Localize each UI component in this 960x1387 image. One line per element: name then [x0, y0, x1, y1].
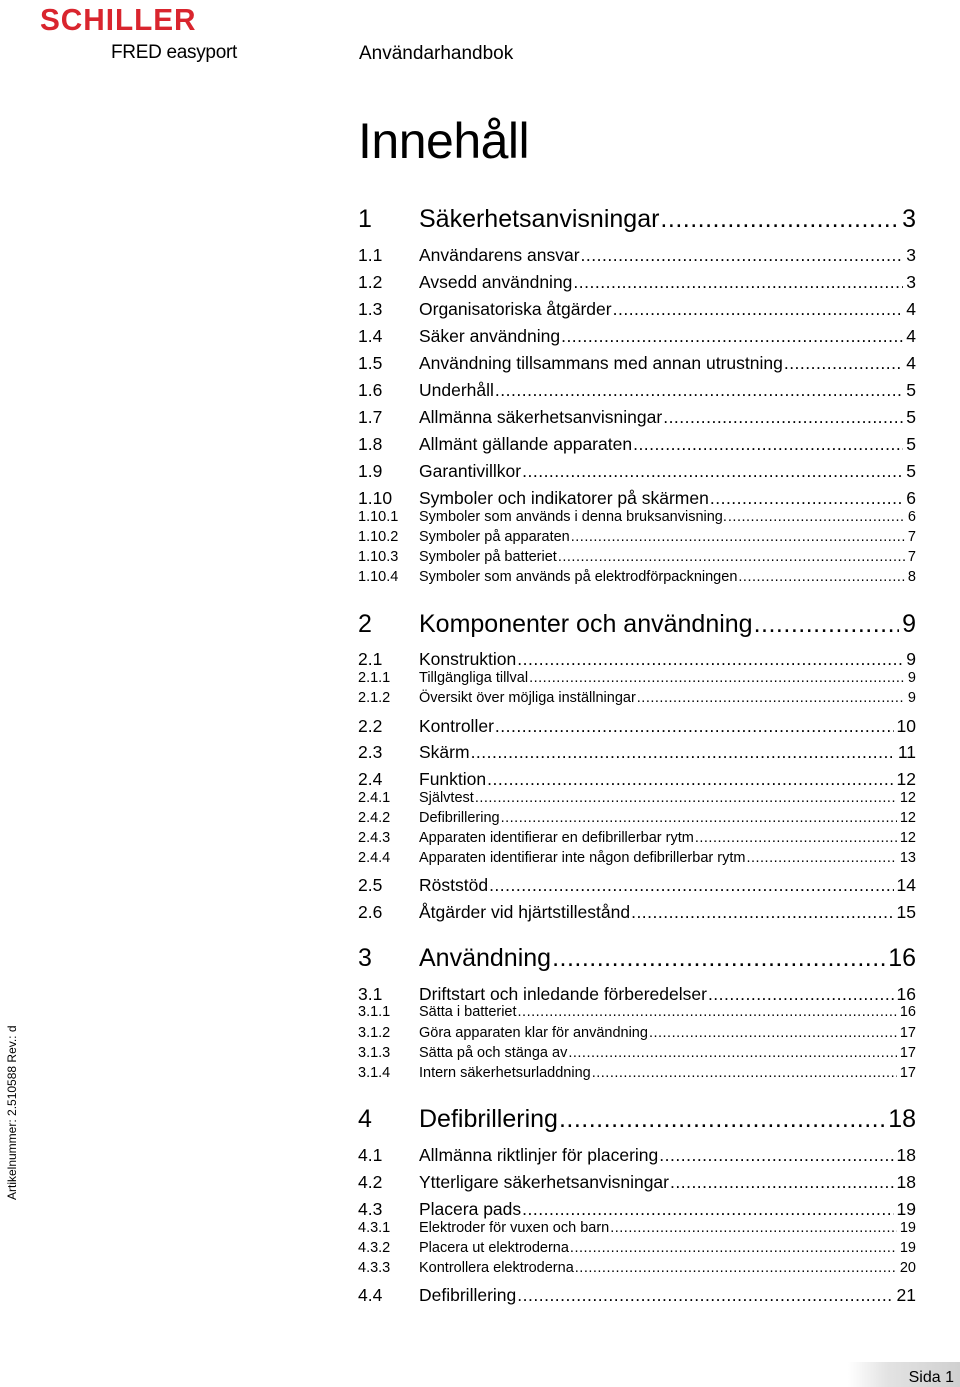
toc-dot-leader	[695, 830, 897, 846]
toc-entry-level3[interactable]	[358, 549, 916, 565]
page-title: Innehåll	[358, 113, 530, 169]
toc-entry-title: Användarens ansvar	[419, 245, 580, 265]
toc-dot-leader	[659, 1145, 893, 1166]
toc-entry-level3[interactable]	[358, 1240, 916, 1256]
toc-entry-level2[interactable]	[358, 461, 916, 482]
toc-dot-leader	[487, 769, 893, 790]
toc-entry-level2[interactable]	[358, 380, 916, 401]
toc-entry-number: 1.4	[358, 326, 383, 346]
toc-dot-leader	[559, 1105, 885, 1134]
toc-entry-title: Placera pads	[419, 1199, 522, 1219]
toc-entry-title: Ytterligare säkerhetsanvisningar	[419, 1172, 669, 1192]
toc-dot-leader	[754, 610, 900, 639]
toc-entry-number: 1.10	[358, 488, 393, 508]
toc-dot-leader	[592, 1065, 897, 1081]
toc-entry-title: Säker användning	[419, 326, 561, 346]
toc-entry-title: Kontroller	[419, 716, 494, 736]
toc-dot-leader	[746, 850, 896, 866]
toc-entry-level3[interactable]	[358, 1260, 916, 1276]
toc-entry-title: Symboler på apparaten	[419, 529, 570, 545]
toc-dot-leader	[581, 245, 904, 266]
toc-entry-number: 1.7	[358, 407, 383, 427]
toc-entry-title: Avsedd användning	[419, 272, 573, 292]
toc-dot-leader	[471, 742, 895, 763]
toc-entry-level2[interactable]	[358, 326, 916, 347]
toc-entry-number: 3.1	[358, 984, 383, 1004]
toc-entry-title: Skärm	[419, 742, 470, 762]
toc-entry-page: 17	[899, 1065, 916, 1081]
toc-entry-level3[interactable]	[358, 529, 916, 545]
toc-dot-leader	[568, 1045, 897, 1061]
toc-entry-page: 18	[896, 1172, 916, 1192]
toc-entry-number: 2.4	[358, 769, 383, 789]
toc-entry-title: Åtgärder vid hjärtstillestånd	[419, 902, 631, 922]
toc-entry-level3[interactable]	[358, 1004, 916, 1020]
toc-entry-number: 2.6	[358, 902, 383, 922]
toc-entry-number: 2.3	[358, 742, 383, 762]
toc-entry-number: 4.3.1	[358, 1220, 391, 1236]
toc-entry-number: 3.1.1	[358, 1004, 391, 1020]
toc-entry-level3[interactable]	[358, 1045, 916, 1061]
toc-entry-number: 1.8	[358, 434, 383, 454]
toc-entry-page: 11	[897, 742, 916, 762]
toc-dot-leader	[637, 690, 905, 706]
toc-entry-level3[interactable]	[358, 790, 916, 806]
toc-entry-title: Defibrillering	[419, 1105, 558, 1133]
toc-entry-title: Symboler och indikatorer på skärmen	[419, 488, 709, 508]
toc-dot-leader	[529, 670, 905, 686]
toc-entry-title: Göra apparaten klar för användning	[419, 1025, 648, 1041]
toc-entry-page: 5	[906, 407, 916, 427]
toc-entry-level1[interactable]	[358, 944, 916, 973]
toc-dot-leader	[570, 1240, 897, 1256]
brand-logo: SCHILLER	[40, 2, 197, 37]
toc-entry-number: 1.2	[358, 272, 383, 292]
toc-entry-page: 6	[906, 488, 916, 508]
toc-entry-title: Komponenter och användning	[419, 610, 753, 638]
toc-entry-page: 12	[899, 810, 916, 826]
toc-dot-leader	[571, 529, 905, 545]
toc-entry-page: 21	[896, 1285, 916, 1305]
toc-entry-number: 1	[358, 205, 372, 233]
toc-entry-level1[interactable]	[358, 610, 916, 639]
toc-entry-number: 3.1.3	[358, 1045, 391, 1061]
toc-entry-number: 4.4	[358, 1285, 383, 1305]
toc-entry-level2[interactable]	[358, 984, 916, 1005]
toc-entry-level2[interactable]	[358, 434, 916, 455]
toc-dot-leader	[670, 1172, 894, 1193]
toc-entry-level2[interactable]	[358, 245, 916, 266]
toc-entry-title: Symboler som används på elektrodförpackningen	[419, 569, 738, 585]
toc-dot-leader	[573, 272, 903, 293]
toc-entry-title: Sätta i batteriet	[419, 1004, 517, 1020]
toc-entry-title: Defibrillering	[419, 810, 500, 826]
toc-entry-page: 14	[896, 875, 916, 895]
toc-dot-leader	[475, 790, 897, 806]
toc-entry-page: 8	[907, 569, 916, 585]
toc-entry-title: Underhåll	[419, 380, 494, 400]
toc-entry-title: Elektroder för vuxen och barn	[419, 1220, 610, 1236]
toc-entry-number: 4.1	[358, 1145, 383, 1165]
toc-entry-number: 1.1	[358, 245, 383, 265]
toc-entry-number: 2.1	[358, 649, 383, 669]
toc-entry-title: Användning tillsammans med annan utrustning	[419, 353, 783, 373]
toc-entry-level2[interactable]	[358, 299, 916, 320]
toc-entry-level3[interactable]	[358, 1065, 916, 1081]
toc-entry-title: Organisatoriska åtgärder	[419, 299, 612, 319]
toc-entry-level2[interactable]	[358, 272, 916, 293]
toc-entry-page: 10	[896, 716, 916, 736]
toc-entry-level2[interactable]	[358, 742, 916, 763]
toc-entry-page: 12	[896, 769, 916, 789]
toc-entry-page: 5	[906, 434, 916, 454]
toc-entry-level2[interactable]	[358, 1145, 916, 1166]
toc-entry-title: Röststöd	[419, 875, 489, 895]
toc-entry-number: 2.1.2	[358, 690, 391, 706]
toc-entry-number: 1.9	[358, 461, 383, 481]
toc-entry-page: 9	[907, 670, 916, 686]
toc-dot-leader	[495, 716, 894, 737]
toc-entry-title: Användning	[419, 944, 552, 972]
toc-entry-page: 16	[896, 984, 916, 1004]
toc-entry-number: 1.10.2	[358, 529, 399, 545]
toc-entry-level2[interactable]	[358, 407, 916, 428]
product-name: FRED easyport	[111, 42, 237, 63]
toc-entry-level2[interactable]	[358, 716, 916, 737]
toc-entry-title: Symboler som används i denna bruksanvisning.	[419, 509, 727, 525]
toc-entry-level3[interactable]	[358, 850, 916, 866]
toc-entry-number: 2.4.4	[358, 850, 391, 866]
toc-entry-number: 1.3	[358, 299, 383, 319]
toc-entry-level3[interactable]	[358, 830, 916, 846]
toc-entry-number: 4.3	[358, 1199, 383, 1219]
toc-dot-leader	[610, 1220, 897, 1236]
toc-entry-level2[interactable]	[358, 488, 916, 509]
toc-dot-leader	[708, 984, 894, 1005]
toc-entry-number: 2.4.3	[358, 830, 391, 846]
toc-entry-page: 4	[906, 353, 916, 373]
toc-dot-leader	[522, 1199, 893, 1220]
document-title: Användarhandbok	[359, 43, 514, 64]
toc-entry-number: 1.5	[358, 353, 383, 373]
toc-entry-level3[interactable]	[358, 690, 916, 706]
toc-entry-number: 2	[358, 610, 372, 638]
toc-entry-page: 16	[888, 944, 916, 972]
toc-entry-page: 12	[899, 830, 916, 846]
toc-dot-leader	[558, 549, 905, 565]
toc-dot-leader	[518, 1004, 897, 1020]
toc-entry-level3[interactable]	[358, 810, 916, 826]
toc-entry-page: 3	[906, 272, 916, 292]
toc-entry-page: 18	[888, 1105, 916, 1133]
toc-dot-leader	[649, 1025, 897, 1041]
toc-dot-leader	[517, 649, 903, 670]
toc-entry-number: 2.4.2	[358, 810, 391, 826]
toc-dot-leader	[728, 509, 905, 525]
toc-entry-page: 4	[906, 299, 916, 319]
toc-entry-title: Defibrillering	[419, 1285, 517, 1305]
toc-entry-title: Tillgängliga tillval	[419, 670, 529, 686]
toc-entry-page: 5	[906, 461, 916, 481]
toc-dot-leader	[633, 434, 903, 455]
toc-dot-leader	[738, 569, 905, 585]
toc-entry-level3[interactable]	[358, 1025, 916, 1041]
toc-dot-leader	[575, 1260, 897, 1276]
toc-entry-title: Allmänna säkerhetsanvisningar	[419, 407, 663, 427]
toc-entry-level2[interactable]	[358, 1285, 916, 1306]
toc-dot-leader	[663, 407, 903, 428]
toc-entry-page: 7	[907, 529, 916, 545]
toc-entry-level2[interactable]	[358, 649, 916, 670]
toc-dot-leader	[517, 1285, 893, 1306]
toc-entry-number: 4.3.3	[358, 1260, 391, 1276]
toc-entry-page: 3	[906, 245, 916, 265]
toc-entry-level2[interactable]	[358, 875, 916, 896]
toc-entry-title: Apparaten identifierar inte någon defibrillerbar rytm	[419, 850, 746, 866]
toc-entry-number: 1.10.4	[358, 569, 399, 585]
toc-dot-leader	[631, 902, 893, 923]
toc-entry-level1[interactable]	[358, 205, 916, 234]
toc-entry-title: Apparaten identifierar en defibrillerbar rytm	[419, 830, 694, 846]
toc-entry-level2[interactable]	[358, 1172, 916, 1193]
toc-dot-leader	[495, 380, 903, 401]
toc-dot-leader	[784, 353, 903, 374]
toc-entry-level2[interactable]	[358, 902, 916, 923]
toc-entry-title: Placera ut elektroderna	[419, 1240, 569, 1256]
toc-entry-page: 19	[899, 1240, 916, 1256]
toc-entry-number: 3.1.4	[358, 1065, 391, 1081]
toc-dot-leader	[501, 810, 897, 826]
toc-dot-leader	[660, 205, 899, 234]
toc-entry-page: 4	[906, 326, 916, 346]
toc-entry-title: Allmänna riktlinjer för placering	[419, 1145, 659, 1165]
toc-entry-number: 3	[358, 944, 372, 972]
toc-entry-page: 12	[899, 790, 916, 806]
toc-entry-number: 2.5	[358, 875, 383, 895]
toc-entry-title: Funktion	[419, 769, 487, 789]
toc-entry-title: Garantivillkor	[419, 461, 522, 481]
toc-entry-page: 20	[899, 1260, 916, 1276]
toc-entry-level2[interactable]	[358, 769, 916, 790]
toc-entry-level3[interactable]	[358, 1220, 916, 1236]
toc-entry-number: 1.10.3	[358, 549, 399, 565]
article-number-note: Artikelnummer: 2.510588 Rev.: d	[5, 1025, 19, 1200]
toc-entry-number: 1.6	[358, 380, 383, 400]
toc-entry-level1[interactable]	[358, 1105, 916, 1134]
toc-entry-title: Intern säkerhetsurladdning	[419, 1065, 591, 1081]
toc-dot-leader	[710, 488, 903, 509]
toc-entry-page: 5	[906, 380, 916, 400]
toc-entry-number: 2.1.1	[358, 670, 391, 686]
toc-dot-leader	[552, 944, 885, 973]
toc-entry-level2[interactable]	[358, 353, 916, 374]
toc-entry-level3[interactable]	[358, 569, 916, 585]
toc-entry-number: 2.4.1	[358, 790, 391, 806]
toc-dot-leader	[613, 299, 904, 320]
toc-entry-number: 2.2	[358, 716, 383, 736]
toc-entry-page: 3	[902, 205, 916, 233]
page-number-label: Sida 1	[908, 1369, 954, 1386]
toc-entry-number: 1.10.1	[358, 509, 399, 525]
toc-dot-leader	[561, 326, 903, 347]
toc-entry-page: 17	[899, 1025, 916, 1041]
toc-entry-title: Sätta på och stänga av	[419, 1045, 568, 1061]
toc-entry-number: 4	[358, 1105, 372, 1133]
toc-dot-leader	[489, 875, 893, 896]
toc-entry-number: 3.1.2	[358, 1025, 391, 1041]
toc-dot-leader	[522, 461, 903, 482]
toc-entry-page: 18	[896, 1145, 916, 1165]
toc-entry-level3[interactable]	[358, 509, 916, 525]
toc-entry-title: Driftstart och inledande förberedelser	[419, 984, 707, 1004]
toc-entry-page: 16	[899, 1004, 916, 1020]
toc-entry-page: 19	[896, 1199, 916, 1219]
toc-entry-title: Kontrollera elektroderna	[419, 1260, 574, 1276]
toc-entry-page: 9	[902, 610, 916, 638]
toc-entry-page: 13	[899, 850, 916, 866]
toc-entry-page: 7	[907, 549, 916, 565]
toc-entry-page: 19	[899, 1220, 916, 1236]
toc-entry-title: Självtest	[419, 790, 474, 806]
toc-entry-page: 9	[906, 649, 916, 669]
toc-entry-level3[interactable]	[358, 670, 916, 686]
toc-entry-title: Säkerhetsanvisningar	[419, 205, 660, 233]
toc-entry-title: Symboler på batteriet	[419, 549, 557, 565]
toc-entry-number: 4.2	[358, 1172, 383, 1192]
toc-entry-level2[interactable]	[358, 1199, 916, 1220]
toc-entry-title: Allmänt gällande apparaten	[419, 434, 633, 454]
toc-entry-page: 9	[907, 690, 916, 706]
toc-entry-page: 6	[907, 509, 916, 525]
toc-entry-number: 4.3.2	[358, 1240, 391, 1256]
toc-entry-page: 15	[896, 902, 916, 922]
toc-entry-page: 17	[899, 1045, 916, 1061]
toc-entry-title: Översikt över möjliga inställningar	[419, 690, 636, 706]
toc-entry-title: Konstruktion	[419, 649, 517, 669]
